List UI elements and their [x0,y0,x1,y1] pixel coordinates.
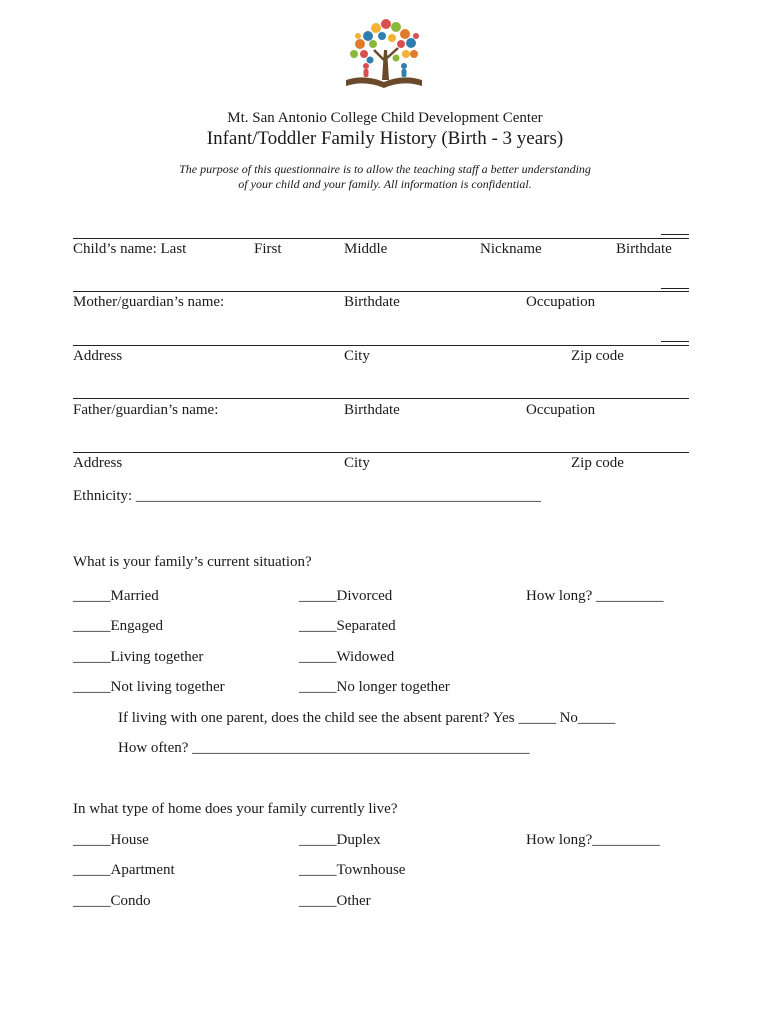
purpose-text [0,162,770,192]
option-house[interactable]: _____House [73,832,149,848]
purpose-line-1: The purpose of this questionnaire is to allow the teaching staff a better understanding [179,162,591,176]
option-duplex[interactable]: _____Duplex [299,832,381,848]
option-apartment[interactable]: _____Apartment [73,862,175,878]
center-logo-tree [340,14,428,92]
father-city-label: City [344,455,370,471]
child-nickname-label: Nickname [480,241,542,257]
home-how-long[interactable]: How long?_________ [526,832,660,848]
mother-line-tail [661,288,689,289]
situation-how-long[interactable]: How long? _________ [526,588,664,604]
option-widowed[interactable]: _____Widowed [299,649,395,665]
option-separated[interactable]: _____Separated [299,618,396,634]
mother-name-label: Mother/guardian’s name: [73,294,225,310]
mother-address-tail [661,341,689,342]
option-living-together[interactable]: _____Living together [73,649,204,665]
father-address-label: Address [73,455,123,471]
mother-name-line[interactable] [73,291,689,292]
father-name-line[interactable] [73,398,689,399]
absent-parent-question[interactable]: If living with one parent, does the child see the absent parent? Yes _____ No_____ [118,710,616,726]
org-name: Mt. San Antonio College Child Development Center [227,110,543,126]
option-no-longer-together[interactable]: _____No longer together [299,679,450,695]
mother-address-label: Address [73,348,123,364]
child-name-line[interactable] [73,238,689,239]
child-birthdate-label: Birthdate [616,241,672,257]
child-last-label: Child’s name: Last [73,241,187,257]
option-married[interactable]: _____Married [73,588,159,604]
father-zip-label: Zip code [571,455,624,471]
mother-occupation-label: Occupation [526,294,596,310]
option-divorced[interactable]: _____Divorced [299,588,393,604]
how-often-field[interactable]: How often? _____________________________________________ [118,740,530,756]
mother-zip-label: Zip code [571,348,624,364]
option-other[interactable]: _____Other [299,893,371,909]
option-engaged[interactable]: _____Engaged [73,618,163,634]
mother-city-label: City [344,348,370,364]
mother-birthdate-label: Birthdate [344,294,400,310]
mother-address-line[interactable] [73,345,689,346]
ethnicity-field[interactable]: Ethnicity: ______________________________________________________ [73,488,541,504]
father-address-line[interactable] [73,452,689,453]
child-middle-label: Middle [344,241,388,257]
child-first-label: First [254,241,282,257]
home-question: In what type of home does your family currently live? [73,801,398,817]
child-line-tail [661,234,689,235]
father-birthdate-label: Birthdate [344,402,400,418]
option-townhouse[interactable]: _____Townhouse [299,862,406,878]
father-name-label: Father/guardian’s name: [73,402,219,418]
option-not-living-together[interactable]: _____Not living together [73,679,225,695]
purpose-line-2: of your child and your family. All information is confidential. [238,177,532,191]
father-occupation-label: Occupation [526,402,596,418]
form-title: Infant/Toddler Family History (Birth - 3 years) [206,128,564,149]
tree-trunk [382,50,389,80]
option-condo[interactable]: _____Condo [73,893,151,909]
situation-question: What is your family’s current situation? [73,554,312,570]
